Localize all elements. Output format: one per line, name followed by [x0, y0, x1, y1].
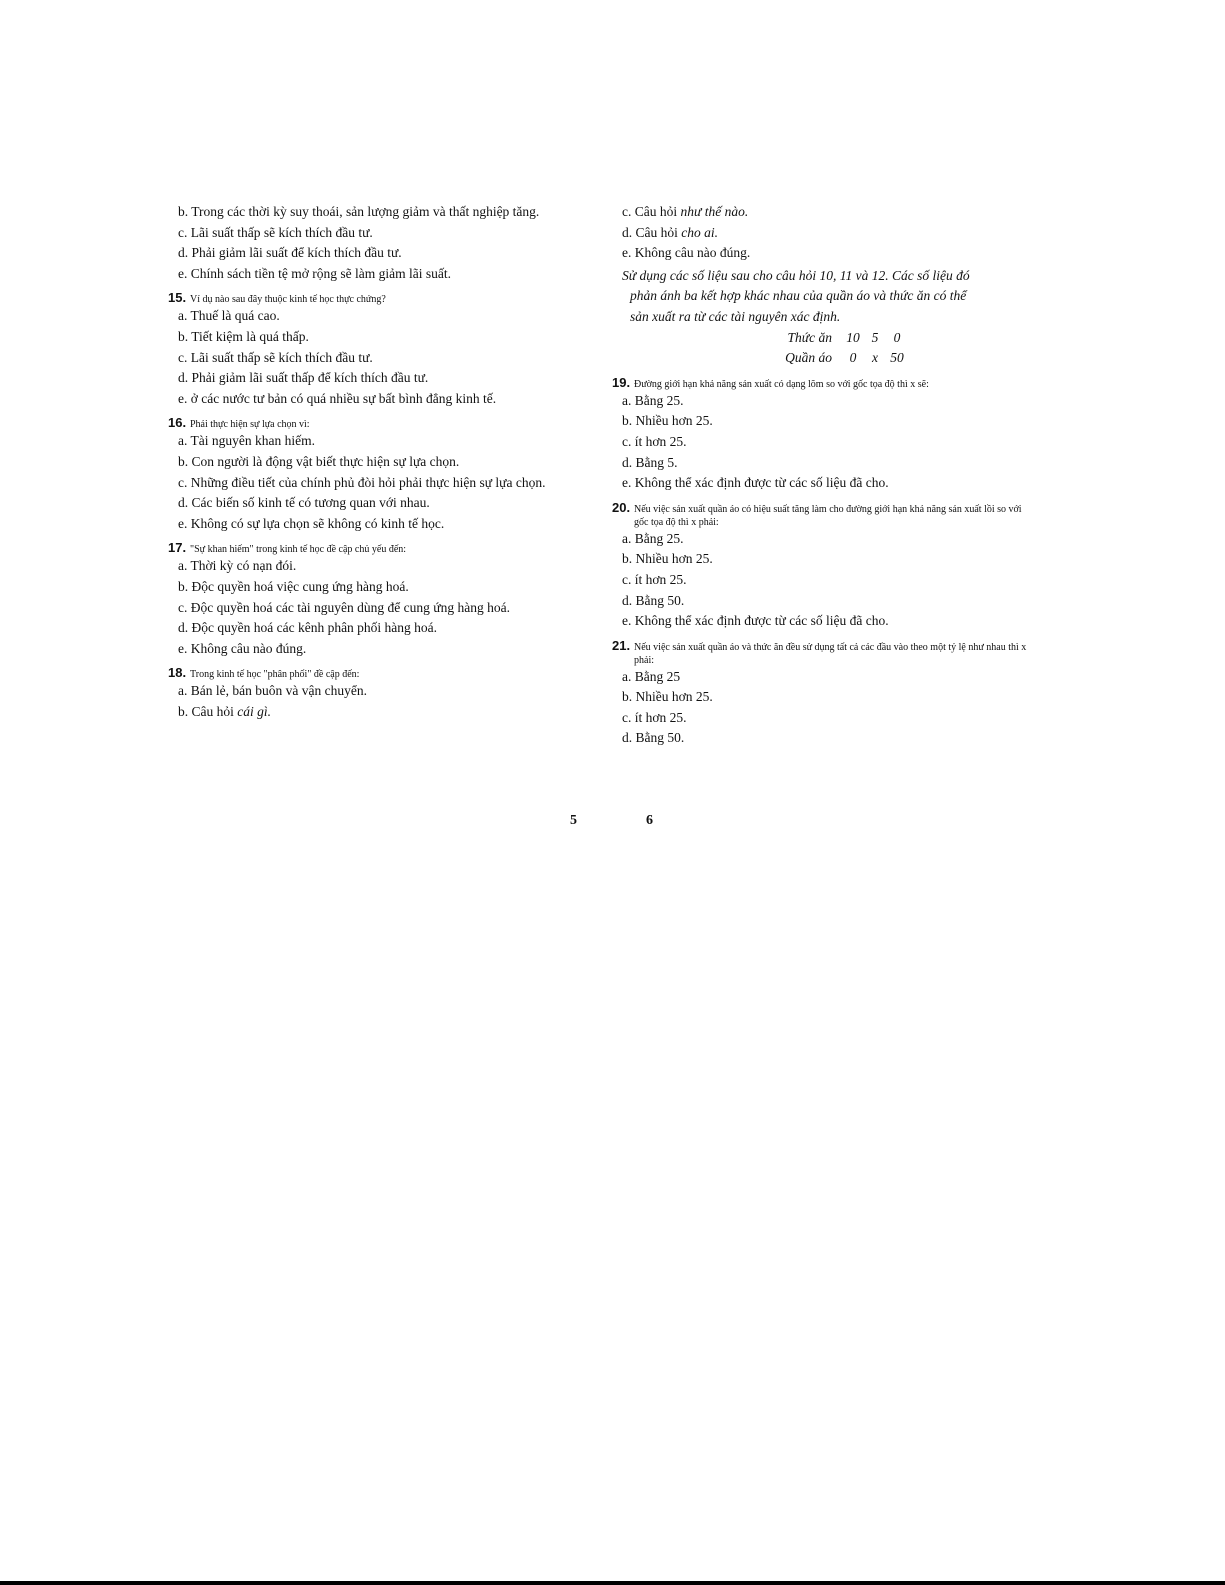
option-b: b. Độc quyền hoá việc cung ứng hàng hoá.	[178, 578, 409, 594]
option-e: e. Không thể xác định được từ các số liệu đã cho.	[622, 475, 889, 491]
question-text: Đường giới hạn khả năng sản xuất có dạng lõm so với gốc tọa độ thì x sẽ:	[634, 378, 929, 390]
option-b: b. Con người là động vật biết thực hiện sự lựa chọn.	[178, 453, 460, 469]
question-17	[168, 540, 598, 659]
option-d: d. Bằng 5.	[622, 454, 678, 470]
option-e: e. Không có sự lựa chọn sẽ không có kinh tế học.	[178, 515, 445, 531]
option-d: d. Các biến số kinh tế có tương quan với nhau.	[178, 495, 430, 511]
question-text: Nếu việc sản xuất quần áo có hiệu suất tăng làm cho đường giới hạn khả năng sản xuất lồi so với gốc tọa độ thì x phải:	[634, 503, 1022, 528]
q18-option-d	[612, 223, 1052, 244]
cell: 5	[871, 329, 879, 345]
option-b: b. Nhiều hơn 25.	[622, 413, 713, 429]
option-d: d. Bằng 50.	[622, 730, 685, 746]
option-c: c. ít hơn 25.	[622, 433, 687, 449]
option-b: b. Tiết kiệm là quá thấp.	[178, 328, 309, 344]
option-d: d. Độc quyền hoá các kênh phân phối hàng hoá.	[178, 620, 438, 636]
option-a: a. Bằng 25.	[622, 530, 684, 546]
option-italic: cho ai.	[681, 224, 718, 240]
option-c: c. ít hơn 25.	[622, 571, 687, 587]
option-b-prefix: b. Câu hỏi	[178, 703, 238, 719]
q18-option-e	[612, 243, 1052, 264]
option-a: a. Thời kỳ có nạn đói.	[178, 558, 297, 574]
page-number-left: 5	[570, 813, 577, 828]
cell: 0	[849, 350, 857, 366]
option-prefix: e. Không câu nào đúng.	[622, 245, 751, 261]
question-text: Phải thực hiện sự lựa chọn vì:	[190, 419, 310, 431]
question-text: Trong kinh tế học "phân phối" đề cập đến:	[190, 669, 360, 681]
q14-option-d: d. Phải giảm lãi suất để kích thích đầu tư.	[178, 245, 402, 261]
question-21	[612, 638, 1052, 749]
question-18	[168, 665, 598, 722]
data-table	[762, 328, 1052, 369]
option-e: e. Không thể xác định được từ các số liệu đã cho.	[622, 613, 889, 629]
q18-tail-options	[612, 202, 1052, 264]
question-number: 16.	[168, 415, 187, 431]
q14-tail-options	[168, 202, 598, 284]
question-number: 19.	[612, 374, 631, 390]
option-a: a. Bán lẻ, bán buôn và vận chuyển.	[178, 683, 367, 699]
question-text: Ví dụ nào sau đây thuộc kinh tế học thực chứng?	[190, 294, 386, 306]
question-number: 20.	[612, 499, 631, 515]
question-text: Nếu việc sản xuất quần áo và thức ăn đều sử dụng tất cả các đầu vào theo một tỷ lệ như nhau thì x phải:	[634, 641, 1027, 666]
option-a: a. Thuế là quá cao.	[178, 308, 280, 324]
note-line-3: sản xuất ra từ các tài nguyên xác định.	[630, 308, 841, 324]
option-a: a. Tài nguyên khan hiếm.	[178, 433, 315, 449]
option-prefix: c. Câu hỏi	[622, 204, 681, 219]
option-b	[168, 702, 598, 723]
option-e: e. Không câu nào đúng.	[178, 640, 307, 656]
cell: x	[872, 350, 878, 366]
question-20	[612, 500, 1052, 632]
option-italic: như thế nào.	[680, 204, 749, 219]
question-number: 21.	[612, 637, 631, 653]
page-number-right: 6	[646, 813, 653, 828]
q14-option-c: c. Lãi suất thấp sẽ kích thích đầu tư.	[178, 224, 373, 240]
table-row-food	[762, 328, 1052, 349]
option-a: a. Bằng 25	[622, 668, 681, 684]
option-b: b. Nhiều hơn 25.	[622, 551, 713, 567]
q14-option-b: b. Trong các thời kỳ suy thoái, sản lượng giảm và thất nghiệp tăng.	[178, 204, 540, 219]
question-number: 17.	[168, 540, 187, 556]
option-d: d. Bằng 50.	[622, 592, 685, 608]
option-b: b. Nhiều hơn 25.	[622, 689, 713, 705]
cell: 50	[890, 350, 904, 366]
option-e: e. ở các nước tư bản có quá nhiều sự bất bình đẳng kinh tế.	[178, 390, 497, 406]
row-label: Thức ăn	[787, 329, 832, 345]
data-note	[612, 266, 1052, 328]
option-d: d. Phải giảm lãi suất thấp để kích thích đầu tư.	[178, 370, 429, 386]
question-16	[168, 415, 598, 534]
option-b-italic: cái gì.	[237, 703, 271, 719]
question-15	[168, 290, 598, 409]
right-column	[612, 202, 1052, 751]
cell: 0	[893, 329, 901, 345]
question-19	[612, 375, 1052, 494]
question-number: 15.	[168, 290, 187, 306]
question-number: 18.	[168, 665, 187, 681]
option-a: a. Bằng 25.	[622, 392, 684, 408]
bottom-border	[0, 1581, 1225, 1585]
cell: 10	[846, 329, 860, 345]
option-c: c. Độc quyền hoá các tài nguyên dùng để cung ứng hàng hoá.	[178, 599, 510, 615]
q18-option-c	[612, 202, 1052, 223]
left-column	[168, 202, 598, 724]
note-line-1: Sử dụng các số liệu sau cho câu hỏi 10, 11 và 12. Các số liệu đó	[622, 267, 970, 283]
question-text: "Sự khan hiếm" trong kinh tế học đề cập chủ yếu đến:	[190, 544, 407, 556]
row-label: Quần áo	[785, 350, 832, 366]
q14-option-e: e. Chính sách tiền tệ mở rộng sẽ làm giảm lãi suất.	[178, 265, 451, 281]
option-c: c. ít hơn 25.	[622, 709, 687, 725]
option-c: c. Lãi suất thấp sẽ kích thích đầu tư.	[178, 349, 373, 365]
option-prefix: d. Câu hỏi	[622, 224, 682, 240]
note-line-2: phản ánh ba kết hợp khác nhau của quần áo và thức ăn có thể	[630, 288, 967, 304]
table-row-clothes	[762, 348, 1052, 369]
option-c: c. Những điều tiết của chính phủ đòi hỏi phải thực hiện sự lựa chọn.	[178, 474, 546, 490]
